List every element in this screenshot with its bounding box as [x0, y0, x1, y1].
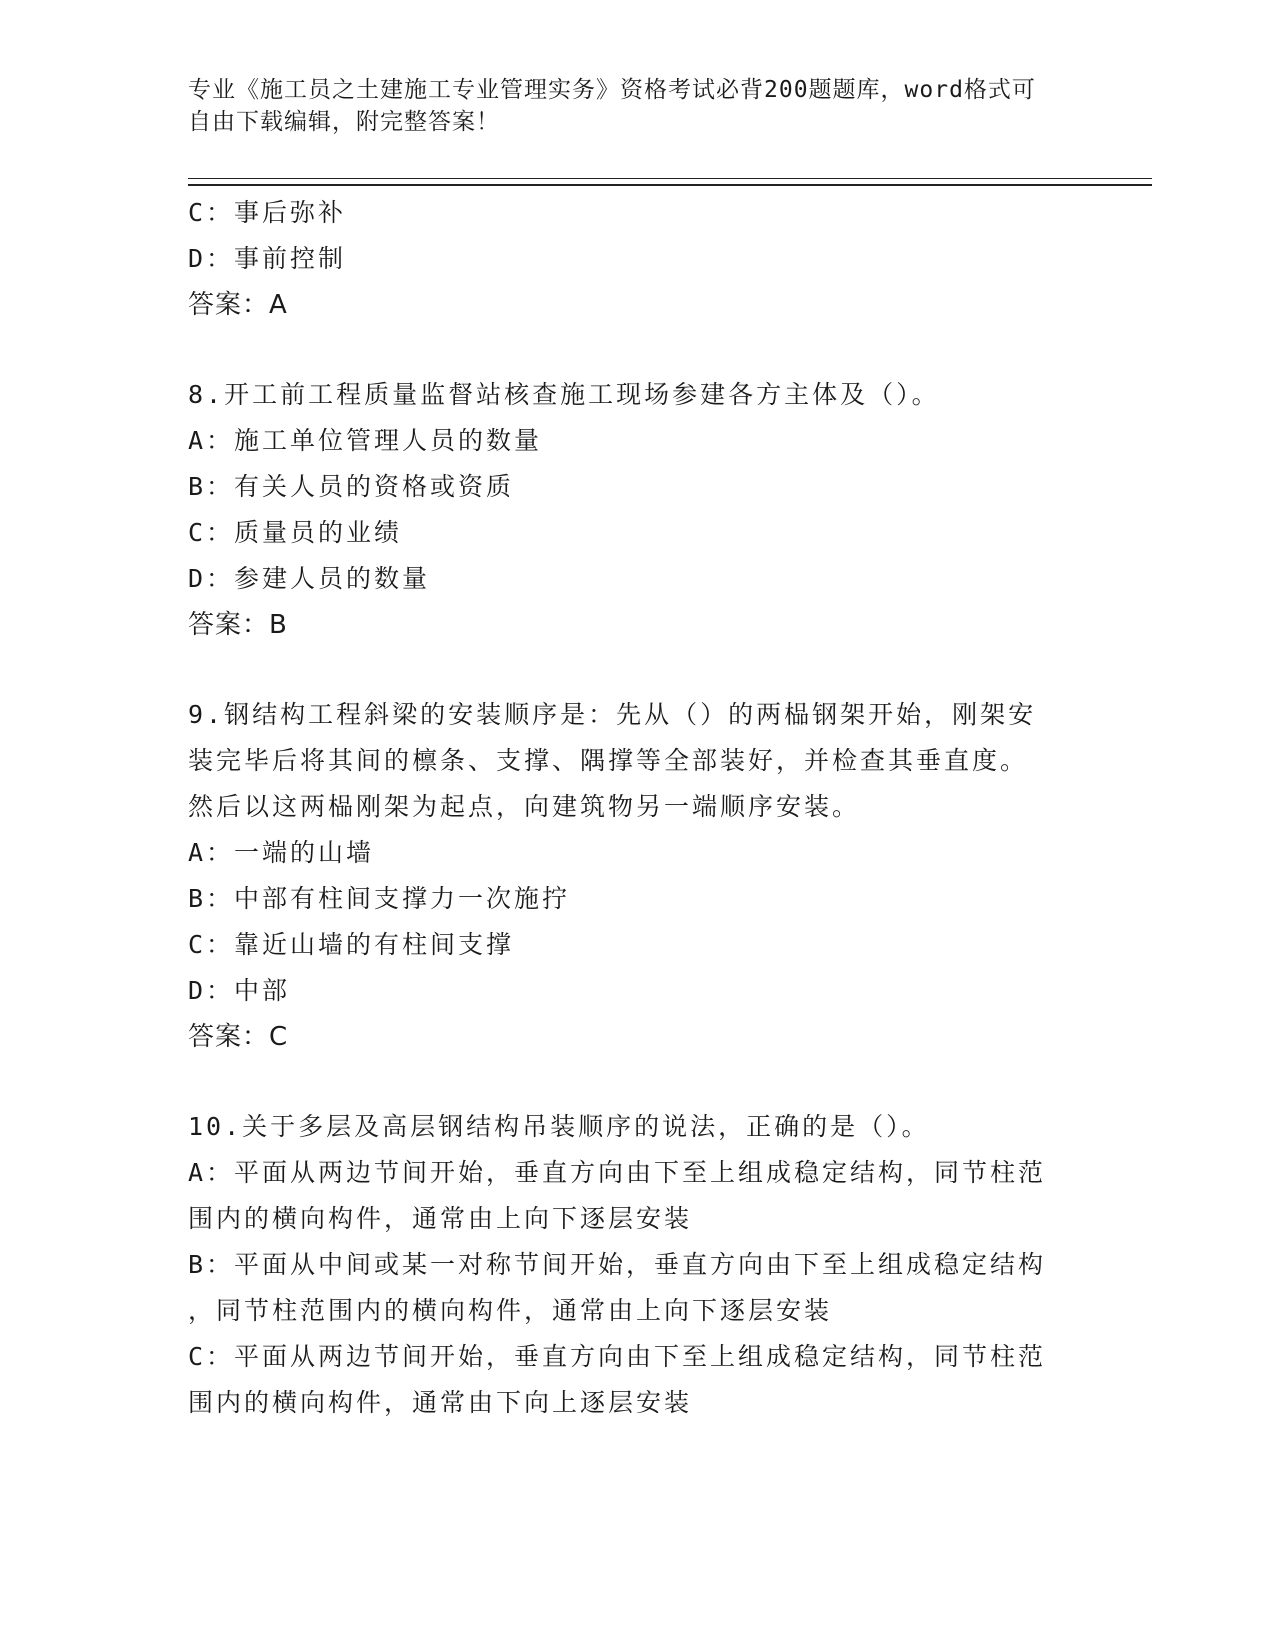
question-stem-line-3: 然后以这两榀刚架为起点，向建筑物另一端顺序安装。	[188, 792, 861, 821]
option-b-line-2: ，同节柱范围内的横向构件，通常由上向下逐层安装	[188, 1296, 833, 1325]
option-b-line-1: B：平面从中间或某一对称节间开始，垂直方向由下至上组成稳定结构	[188, 1250, 1047, 1279]
question-stem-line-1: 9.钢结构工程斜梁的安装顺序是：先从（）的两榀钢架开始，刚架安	[188, 700, 1037, 729]
question-stem-line-2: 装完毕后将其间的檩条、支撑、隅撑等全部装好，并检查其垂直度。	[188, 746, 1029, 775]
question-content	[188, 190, 1088, 1426]
answer-line: 答案：C	[188, 1022, 289, 1052]
option-c: C：靠近山墙的有柱间支撑	[188, 930, 515, 959]
spacer	[188, 648, 1088, 692]
header-title-line-1: 专业《施工员之土建施工专业管理实务》资格考试必背200题题库，word格式可	[188, 77, 1036, 103]
answer-line: 答案：A	[188, 290, 288, 320]
option-a: A：一端的山墙	[188, 838, 375, 867]
option-b: B：有关人员的资格或资质	[188, 472, 515, 501]
question-8	[188, 372, 1088, 648]
spacer	[188, 1060, 1088, 1104]
question-stem: 10.关于多层及高层钢结构吊装顺序的说法，正确的是（）。	[188, 1112, 930, 1141]
header-divider	[188, 178, 1152, 186]
option-d: D：参建人员的数量	[188, 564, 431, 593]
page-header	[188, 74, 1088, 138]
prev-question-tail	[188, 190, 1088, 328]
header-title-line-2: 自由下载编辑，附完整答案！	[188, 109, 500, 135]
option-d: D：中部	[188, 976, 291, 1005]
question-9	[188, 692, 1088, 1060]
option-c-line-2: 围内的横向构件，通常由下向上逐层安装	[188, 1388, 693, 1417]
option-d: D：事前控制	[188, 244, 347, 273]
answer-line: 答案：B	[188, 610, 288, 640]
option-a: A：施工单位管理人员的数量	[188, 426, 543, 455]
spacer	[188, 328, 1088, 372]
option-c-line-1: C：平面从两边节间开始，垂直方向由下至上组成稳定结构，同节柱范	[188, 1342, 1047, 1371]
option-a-line-2: 围内的横向构件，通常由上向下逐层安装	[188, 1204, 693, 1233]
question-10	[188, 1104, 1088, 1426]
option-c: C：质量员的业绩	[188, 518, 403, 547]
option-b: B：中部有柱间支撑力一次施拧	[188, 884, 571, 913]
question-stem: 8.开工前工程质量监督站核查施工现场参建各方主体及（）。	[188, 380, 940, 409]
option-a-line-1: A：平面从两边节间开始，垂直方向由下至上组成稳定结构，同节柱范	[188, 1158, 1047, 1187]
option-c: C：事后弥补	[188, 198, 347, 227]
